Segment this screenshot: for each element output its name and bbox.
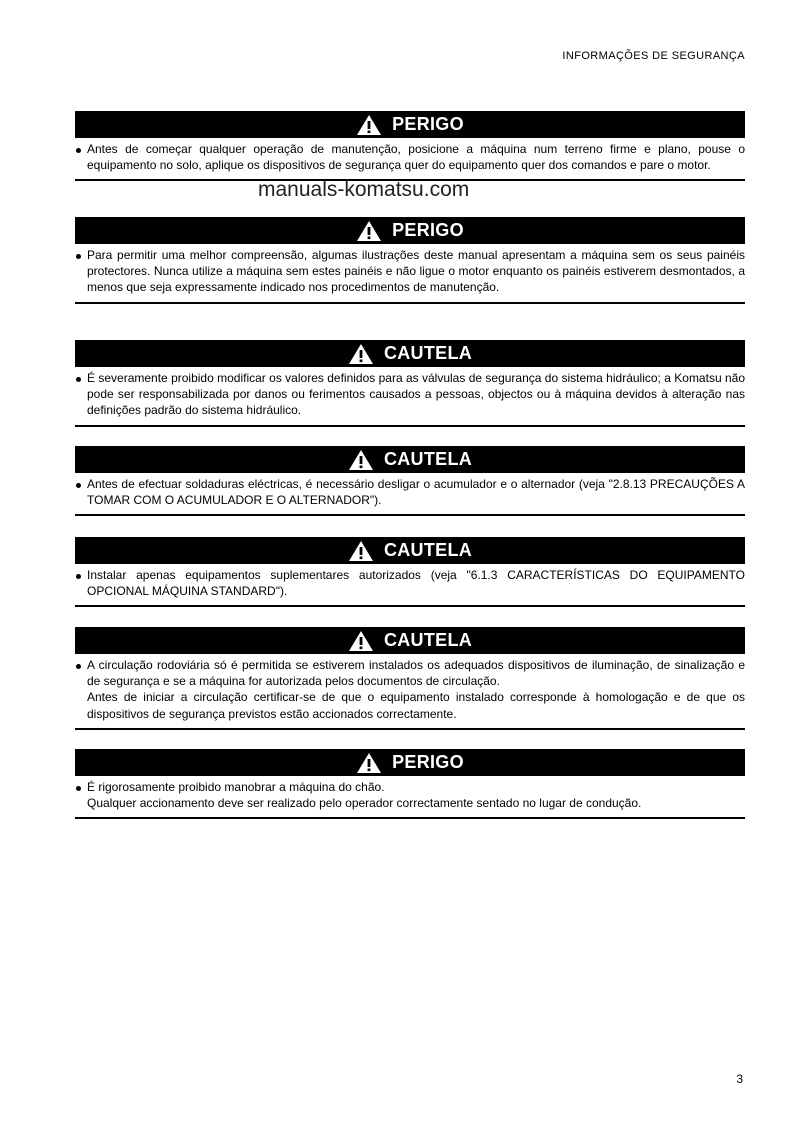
notice-text: Antes de efectuar soldaduras eléctricas, é necessário desligar o acumulador e o alternador (veja "2.8.13 PRECAUÇÕES A TOMAR COM O ACUMULADOR E O ALTERNADOR"). [87, 477, 745, 508]
notice-body [75, 244, 745, 304]
safety-notice-perigo [75, 111, 745, 181]
notice-body [75, 564, 745, 607]
safety-notice-cautela [75, 446, 745, 516]
page-number: 3 [736, 1072, 743, 1086]
notice-body [75, 367, 745, 427]
bullet-icon [76, 254, 81, 259]
warning-triangle-icon [356, 114, 382, 136]
safety-notice-perigo [75, 749, 745, 819]
notice-level-label: CAUTELA [383, 630, 473, 650]
notice-text: Antes de começar qualquer operação de manutenção, posicione a máquina num terreno firme e plano, pouse o equipamento no solo, aplique os dispositivos de segurança quer do equipamento quer dos comandos e pare o motor. [87, 142, 745, 173]
warning-triangle-icon [348, 540, 374, 562]
notice-level-label: PERIGO [392, 220, 464, 240]
notice-header-bar [75, 749, 745, 776]
notice-text: Para permitir uma melhor compreensão, algumas ilustrações deste manual apresentam a máquina sem os seus painéis protectores. Nunca utilize a máquina sem estes painéis e não ligue o motor enquanto os painéis estiverem desmontados, a menos que seja expressamente indicado nos procedimentos de manutenção. [87, 248, 745, 295]
notice-text: É rigorosamente proibido manobrar a máquina do chão. [87, 780, 385, 794]
warning-triangle-icon [356, 752, 382, 774]
bullet-icon [76, 574, 81, 579]
bullet-icon [76, 148, 81, 153]
running-header: INFORMAÇÕES DE SEGURANÇA [562, 50, 745, 62]
notice-body [75, 473, 745, 516]
notice-header-bar [75, 111, 745, 138]
notice-level-label: CAUTELA [383, 540, 473, 560]
notice-text: A circulação rodoviária só é permitida se estiverem instalados os adequados dispositivos de iluminação, de sinalização e de segurança e se a máquina for autorizada pelos documentos de circulação. [87, 658, 745, 689]
safety-notice-cautela [75, 340, 745, 427]
notice-header-bar [75, 340, 745, 367]
safety-notice-cautela [75, 537, 745, 607]
warning-triangle-icon [348, 630, 374, 652]
notice-body [75, 776, 745, 819]
notice-header-bar [75, 627, 745, 654]
notice-level-label: CAUTELA [383, 343, 473, 363]
bullet-icon [76, 664, 81, 669]
notice-level-label: PERIGO [392, 114, 464, 134]
notice-level-label: CAUTELA [383, 449, 473, 469]
notice-header-bar [75, 217, 745, 244]
notice-text: Qualquer accionamento deve ser realizado pelo operador correctamente sentado no lugar de condução. [87, 796, 642, 811]
safety-notice-perigo [75, 217, 745, 304]
notice-body [75, 138, 745, 181]
notice-header-bar [75, 537, 745, 564]
bullet-icon [76, 786, 81, 791]
bullet-icon [76, 483, 81, 488]
notice-text: Antes de iniciar a circulação certificar-se de que o equipamento instalado corresponde à homologação e de que os dispositivos de segurança previstos estão accionados correctamente. [87, 690, 745, 721]
bullet-icon [76, 377, 81, 382]
notice-header-bar [75, 446, 745, 473]
watermark: manuals-komatsu.com [258, 178, 470, 201]
notice-level-label: PERIGO [392, 752, 464, 772]
warning-triangle-icon [356, 220, 382, 242]
notice-text: Instalar apenas equipamentos suplementares autorizados (veja "6.1.3 CARACTERÍSTICAS DO EQUIPAMENTO OPCIONAL MÁQUINA STANDARD"). [87, 568, 745, 599]
warning-triangle-icon [348, 343, 374, 365]
notice-body [75, 654, 745, 730]
warning-triangle-icon [348, 449, 374, 471]
notice-text: É severamente proibido modificar os valores definidos para as válvulas de segurança do sistema hidráulico; a Komatsu não pode ser responsabilizada por danos ou ferimentos causados a pessoas, objectos ou à máquina devidos à alteração nas definições padrão do sistema hidráulico. [87, 371, 745, 418]
safety-notice-cautela [75, 627, 745, 730]
